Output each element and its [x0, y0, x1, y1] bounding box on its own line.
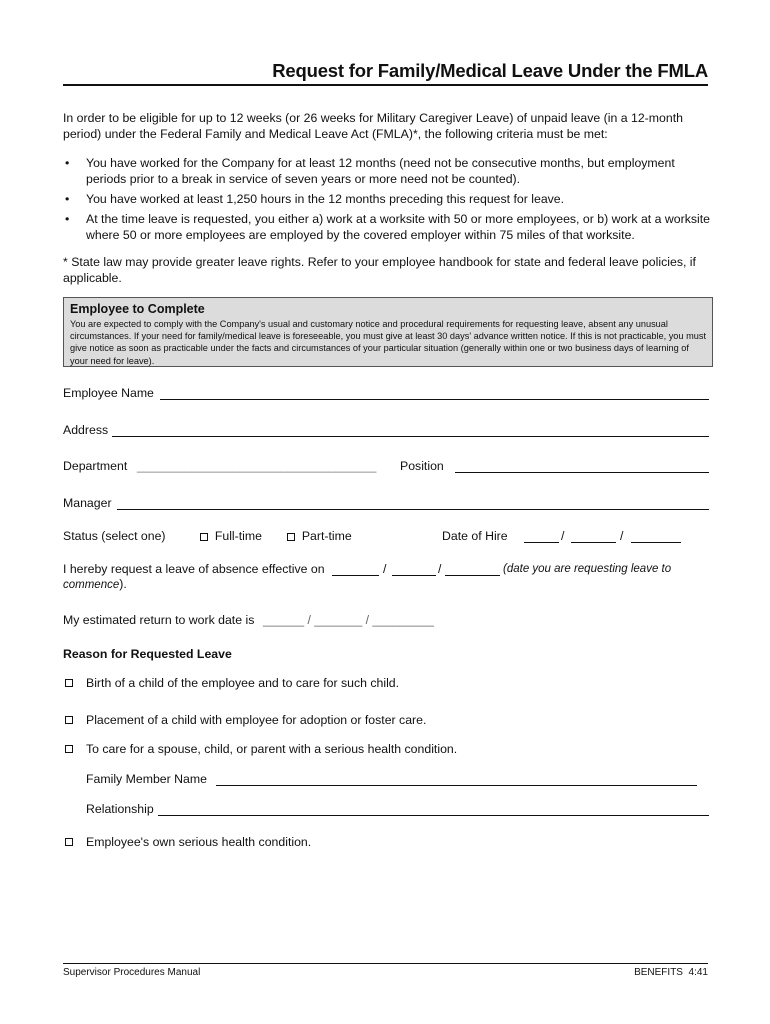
- footer-left: Supervisor Procedures Manual: [63, 967, 201, 978]
- bullet-icon: •: [65, 212, 70, 226]
- relationship-field[interactable]: [158, 815, 709, 816]
- family-member-name-field[interactable]: [216, 785, 697, 786]
- leave-date-note-cont: commence: [63, 579, 120, 591]
- date-separator: /: [561, 529, 565, 543]
- hire-day-field[interactable]: [571, 542, 616, 543]
- reason-care-row[interactable]: [63, 740, 711, 758]
- employee-name-row: [63, 384, 711, 402]
- return-date-label: My estimated return to work date is: [63, 613, 255, 627]
- checkbox-icon[interactable]: [65, 716, 73, 724]
- employee-to-complete-box: [63, 297, 713, 367]
- checkbox-icon[interactable]: [287, 533, 295, 541]
- address-row: [63, 421, 711, 439]
- department-field[interactable]: ___________________________________: [137, 459, 377, 473]
- date-separator: /: [383, 562, 387, 576]
- relationship-label: Relationship: [86, 802, 154, 816]
- reason-birth-row[interactable]: [63, 674, 711, 692]
- eligibility-criteria-list: [63, 155, 711, 247]
- checkbox-icon[interactable]: [65, 679, 73, 687]
- date-separator: /: [438, 562, 442, 576]
- full-time-label: Full-time: [214, 529, 262, 543]
- box-body: You are expected to comply with the Company's usual and customary notice and procedural requirements for requesting leave, absent any unusual circumstances. If your need for family/medical leave is foreseeable, you must give at least 30 days' advance written notice. If this is not practicable, you must give notice as soon as practicable under the facts and circumstances of your particular situation (generally within one or two business days of learning of your need for leave).: [70, 319, 706, 366]
- reason-placement-row[interactable]: [63, 711, 711, 729]
- criteria-text: You have worked for the Company for at least 12 months (need not be consecutive months, but employment periods prior to a break in service of seven years or more need not be counted).: [86, 156, 675, 186]
- return-date-field[interactable]: ______ / _______ / _________: [263, 613, 434, 627]
- manager-field[interactable]: [117, 509, 709, 510]
- footer-right: BENEFITS 4:41: [634, 967, 708, 978]
- return-date-row: [63, 611, 711, 629]
- bullet-icon: •: [65, 156, 70, 170]
- position-label: Position: [400, 459, 444, 473]
- reason-own-condition-label: Employee's own serious health condition.: [86, 835, 312, 849]
- position-field[interactable]: [455, 472, 709, 473]
- list-item: [63, 211, 711, 243]
- address-field[interactable]: [112, 436, 709, 437]
- family-member-name-label: Family Member Name: [86, 772, 207, 786]
- list-item: [63, 155, 711, 187]
- relationship-row: [63, 800, 711, 818]
- address-label: Address: [63, 423, 109, 437]
- employee-name-label: Employee Name: [63, 386, 154, 400]
- date-separator: /: [620, 529, 624, 543]
- full-time-option[interactable]: [200, 527, 262, 545]
- bullet-icon: •: [65, 192, 70, 206]
- box-title: Employee to Complete: [70, 302, 205, 316]
- leave-request-label: I hereby request a leave of absence effective on: [63, 562, 325, 576]
- manager-row: [63, 494, 711, 512]
- checkbox-icon[interactable]: [65, 838, 73, 846]
- part-time-label: Part-time: [301, 529, 352, 543]
- checkbox-icon[interactable]: [65, 745, 73, 753]
- criteria-text: You have worked at least 1,250 hours in the 12 months preceding this request for leave.: [86, 192, 565, 206]
- criteria-text: At the time leave is requested, you either a) work at a worksite with 50 or more employees, or b) work at a worksite where 50 or more employees are employed by the covered employer within 75 miles of that worksite.: [86, 212, 710, 242]
- employee-name-field[interactable]: [160, 399, 709, 400]
- department-position-row: [63, 457, 711, 475]
- intro-paragraph: In order to be eligible for up to 12 weeks (or 26 weeks for Military Caregiver Leave) of unpaid leave (in a 12-month period) under the Federal Family and Medical Leave Act (FMLA)*, the following criteria must be met:: [63, 111, 683, 141]
- manager-label: Manager: [63, 496, 112, 510]
- state-law-footnote: * State law may provide greater leave rights. Refer to your employee handbook for state and federal leave policies, if applicable.: [63, 255, 696, 285]
- status-label: Status (select one): [63, 529, 166, 543]
- list-item: [63, 191, 711, 207]
- title-divider: [63, 84, 708, 86]
- department-label: Department: [63, 459, 128, 473]
- reason-heading: Reason for Requested Leave: [63, 647, 232, 661]
- hire-year-field[interactable]: [631, 542, 681, 543]
- leave-date-note-end: ).: [119, 577, 127, 591]
- reason-own-condition-row[interactable]: [63, 833, 711, 851]
- checkbox-icon[interactable]: [200, 533, 208, 541]
- family-member-name-row: [63, 770, 711, 788]
- footer-divider: [63, 963, 708, 964]
- part-time-option[interactable]: [287, 527, 352, 545]
- date-of-hire-label: Date of Hire: [442, 529, 508, 543]
- reason-care-label: To care for a spouse, child, or parent with a serious health condition.: [86, 742, 458, 756]
- reason-placement-label: Placement of a child with employee for adoption or foster care.: [86, 713, 427, 727]
- status-row: [63, 527, 711, 545]
- page-title: Request for Family/Medical Leave Under the FMLA: [272, 60, 708, 81]
- leave-date-note: (date you are requesting leave to: [503, 563, 672, 575]
- leave-request-row-cont: [63, 575, 711, 593]
- reason-birth-label: Birth of a child of the employee and to care for such child.: [86, 676, 400, 690]
- hire-month-field[interactable]: [524, 542, 559, 543]
